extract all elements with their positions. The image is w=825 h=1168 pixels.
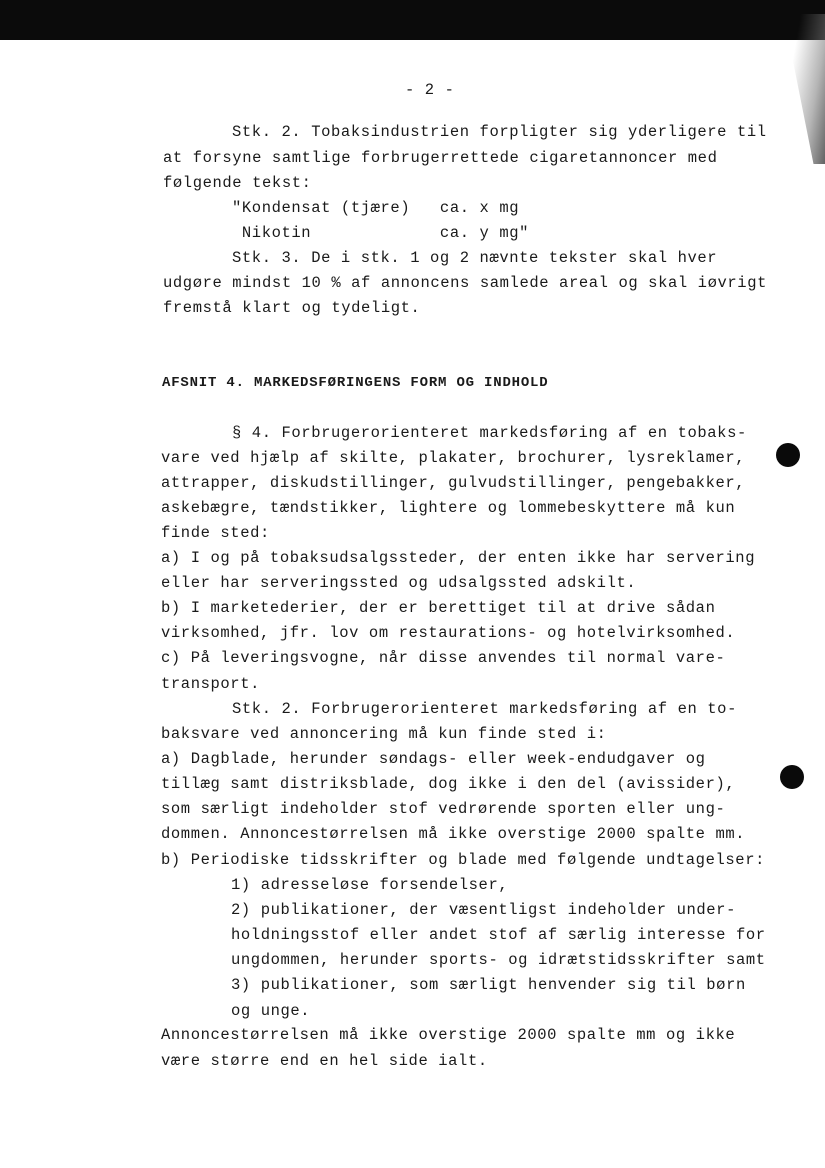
text-line: eller har serveringssted og udsalgssted adskilt. — [161, 574, 637, 592]
text-line: vare ved hjælp af skilte, plakater, brochurer, lysreklamer, — [161, 449, 746, 467]
text-line: askebægre, tændstikker, lightere og lommebeskyttere må kun — [161, 499, 736, 517]
text-line: b) I marketederier, der er berettiget til at drive sådan — [161, 599, 716, 617]
text-line: dommen. Annoncestørrelsen må ikke overstige 2000 spalte mm. — [161, 825, 746, 843]
text-line: være større end en hel side ialt. — [161, 1052, 488, 1070]
text-line: Stk. 3. De i stk. 1 og 2 nævnte tekster skal hver — [232, 249, 718, 267]
text-line: transport. — [161, 675, 261, 693]
text-line: tillæg samt distriksblade, dog ikke i den del (avissider), — [161, 775, 736, 793]
text-line: Stk. 2. Tobaksindustrien forpligter sig yderligere til — [232, 123, 767, 141]
text-line: "Kondensat (tjære) ca. x mg — [232, 199, 520, 217]
text-line: 1) adresseløse forsendelser, — [231, 876, 509, 894]
text-line: holdningsstof eller andet stof af særlig interesse for — [231, 926, 766, 944]
text-line: og unge. — [231, 1002, 311, 1020]
text-line: udgøre mindst 10 % af annoncens samlede areal og skal iøvrigt — [163, 274, 767, 292]
text-line: § 4. Forbrugerorienteret markedsføring af en tobaks- — [232, 424, 747, 442]
text-line: 3) publikationer, som særligt henvender sig til børn — [231, 976, 746, 994]
text-line: Annoncestørrelsen må ikke overstige 2000 spalte mm og ikke — [161, 1026, 736, 1044]
punch-hole-top — [776, 443, 800, 467]
text-line: a) I og på tobaksudsalgssteder, der enten ikke har servering — [161, 549, 756, 567]
page-number: - 2 - — [405, 81, 455, 99]
text-line: Nikotin ca. y mg" — [232, 224, 530, 242]
text-line: a) Dagblade, herunder søndags- eller week-endudgaver og — [161, 750, 706, 768]
text-line: Stk. 2. Forbrugerorienteret markedsføring af en to- — [232, 700, 737, 718]
text-line: 2) publikationer, der væsentligst indeholder under- — [231, 901, 736, 919]
text-line: c) På leveringsvogne, når disse anvendes til normal vare- — [161, 649, 726, 667]
text-line: fremstå klart og tydeligt. — [163, 299, 421, 317]
text-line: at forsyne samtlige forbrugerrettede cigaretannoncer med — [163, 149, 718, 167]
text-line: baksvare ved annoncering må kun finde sted i: — [161, 725, 607, 743]
section-heading: AFSNIT 4. MARKEDSFØRINGENS FORM OG INDHOLD — [162, 375, 549, 391]
text-line: virksomhed, jfr. lov om restaurations- og hotelvirksomhed. — [161, 624, 736, 642]
text-line: ungdommen, herunder sports- og idrætstidsskrifter samt — [231, 951, 766, 969]
scan-top-border — [0, 0, 825, 40]
text-line: som særligt indeholder stof vedrørende sporten eller ung- — [161, 800, 726, 818]
text-line: b) Periodiske tidsskrifter og blade med følgende undtagelser: — [161, 851, 765, 869]
text-line: attrapper, diskudstillinger, gulvudstillinger, pengebakker, — [161, 474, 746, 492]
text-line: finde sted: — [161, 524, 270, 542]
text-line: følgende tekst: — [163, 174, 312, 192]
punch-hole-bottom — [780, 765, 804, 789]
